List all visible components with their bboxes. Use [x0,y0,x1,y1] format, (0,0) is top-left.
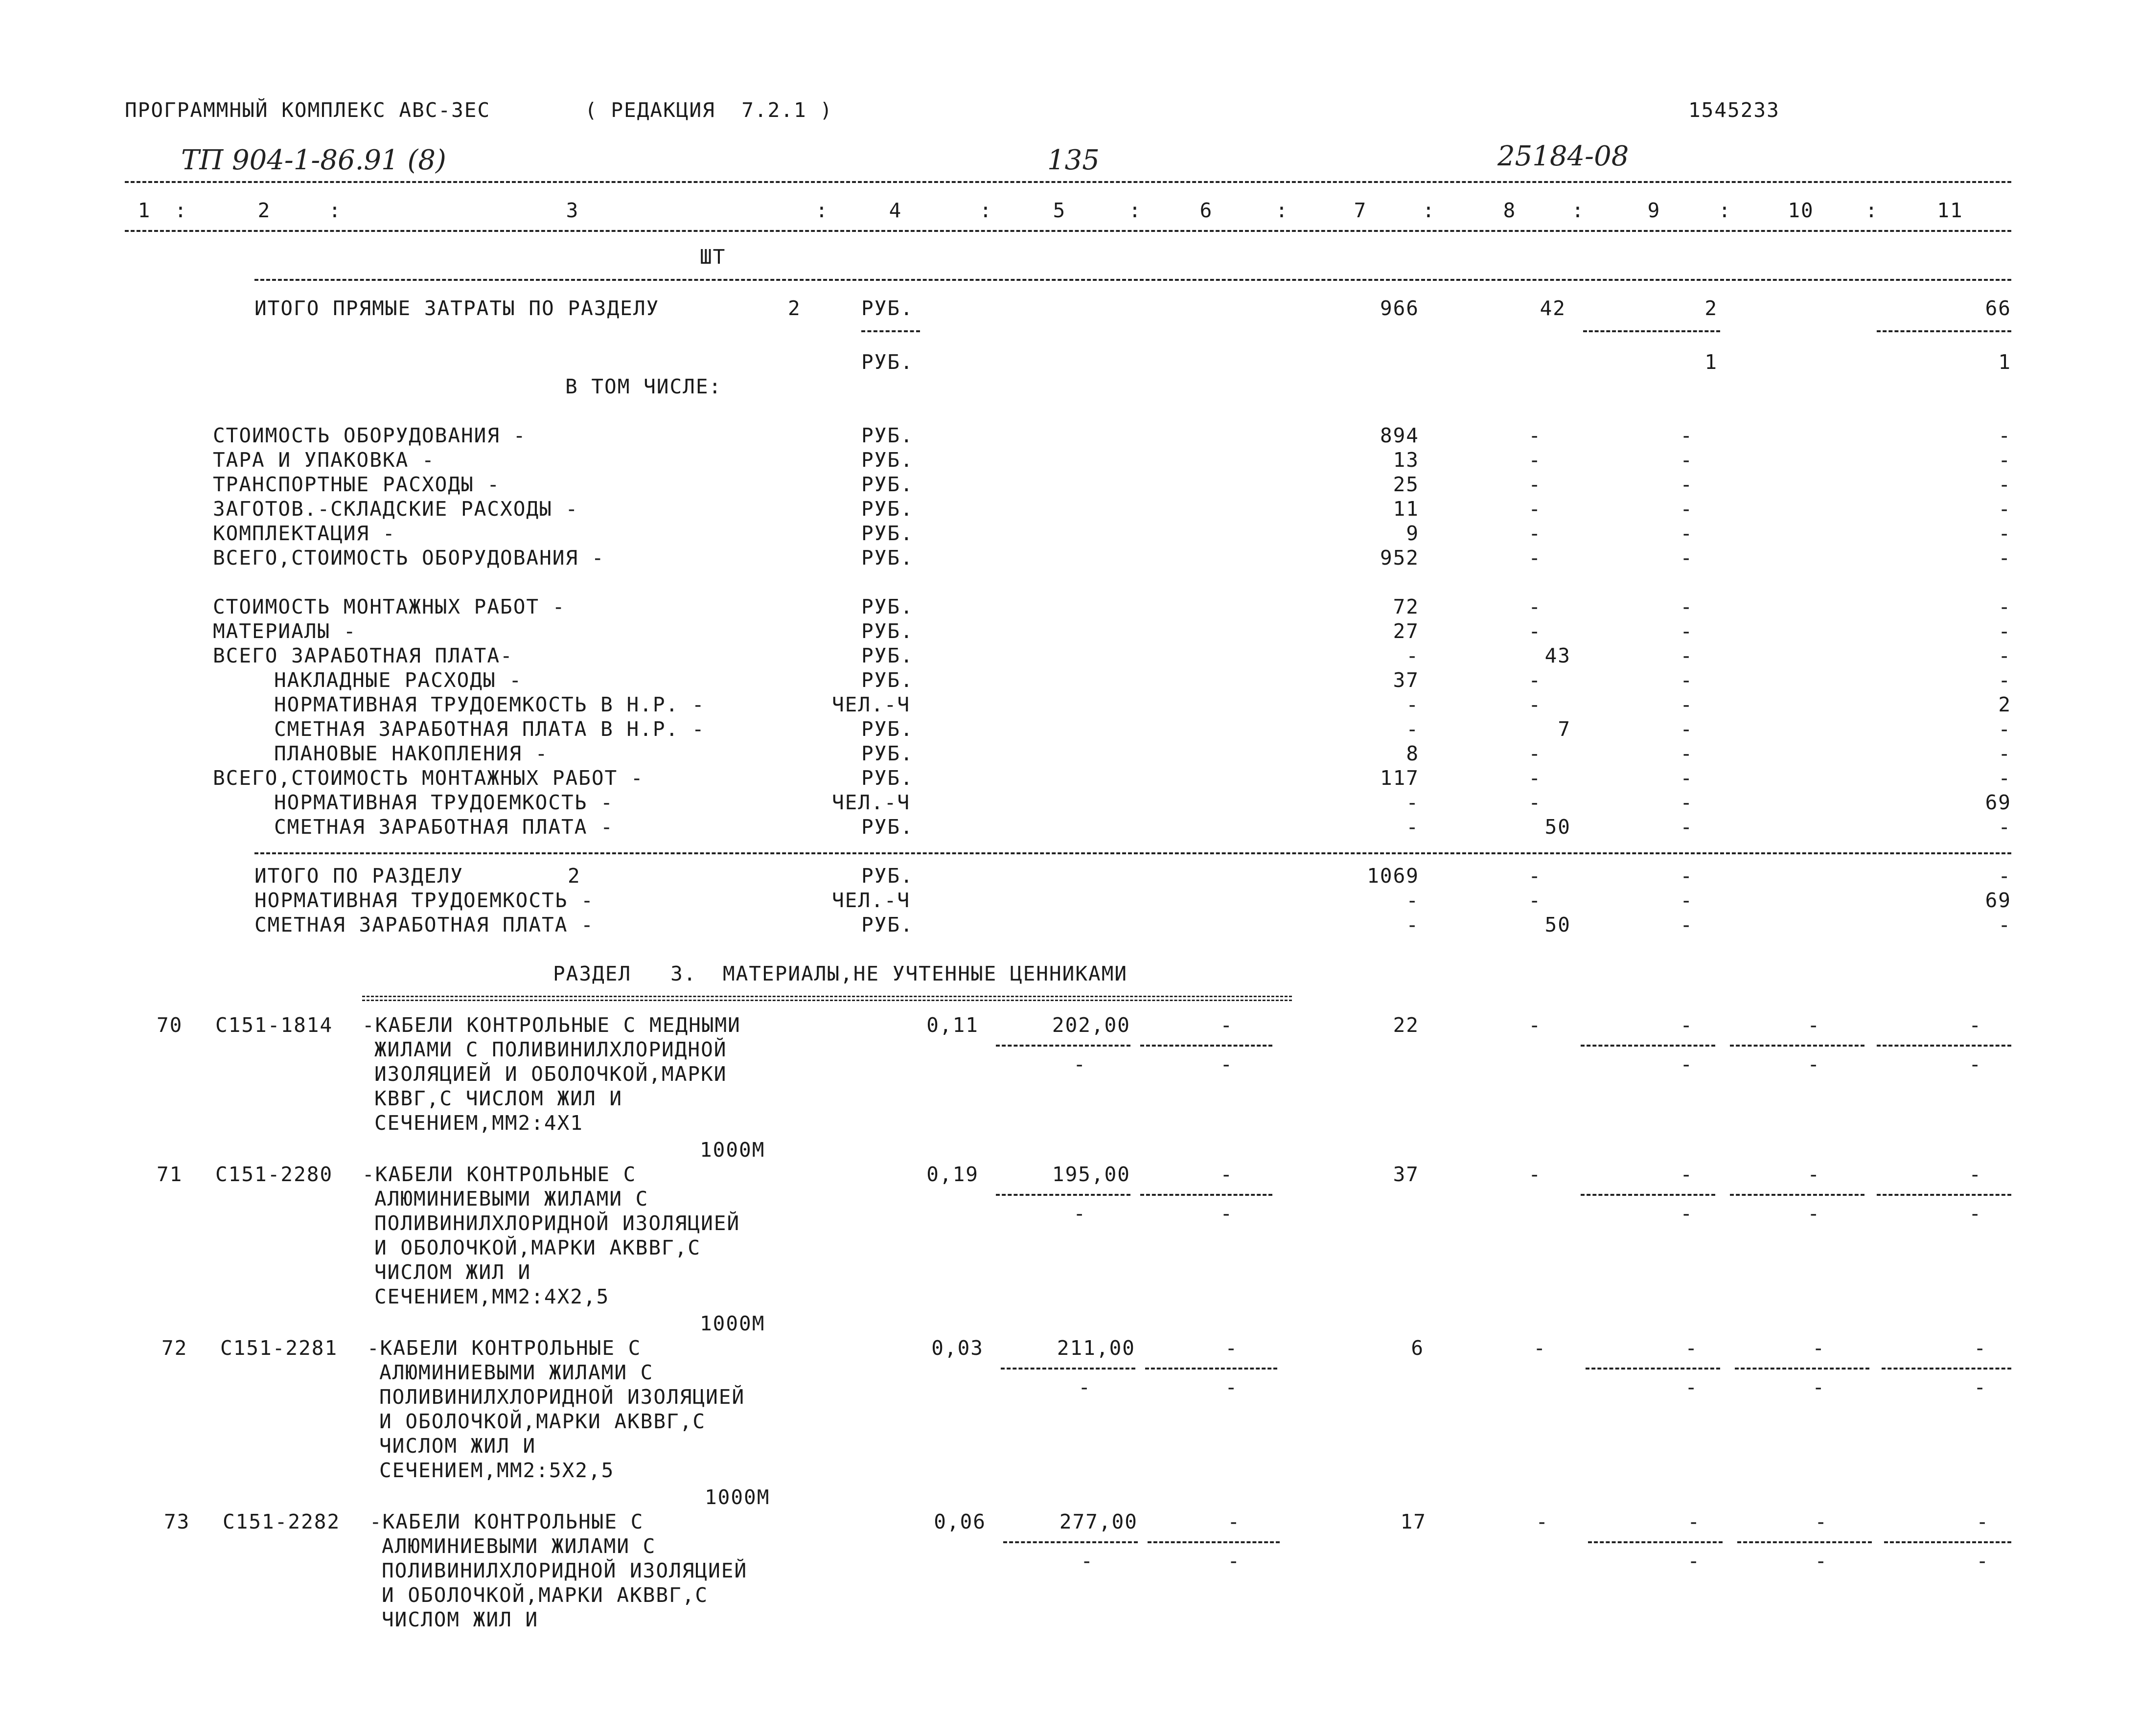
breakdown-c9: - [1680,619,1693,643]
breakdown-c7: 11 [1393,497,1419,521]
item-c6-second: - [1220,1052,1233,1076]
breakdown-unit: РУБ. [861,424,914,447]
column-number: 10 [1788,199,1814,222]
column-separator: : [1865,199,1879,222]
breakdown-c7: 894 [1380,424,1419,447]
item-quantity: 0,03 [931,1336,984,1360]
item-description-line: ЧИСЛОМ ЖИЛ И [382,1608,539,1631]
breakdown-c8: - [1528,546,1542,570]
section2-unit: РУБ. [861,297,914,320]
breakdown-c11: - [1998,742,2011,765]
breakdown-unit: ЧЕЛ.-Ч [832,791,911,814]
breakdown-label: ВСЕГО ЗАРАБОТНАЯ ПЛАТА- [213,644,513,667]
breakdown-c11: 69 [1985,791,2011,814]
breakdown-unit: РУБ. [861,644,914,667]
c9-underline [1581,1194,1715,1196]
breakdown-label: ТРАНСПОРТНЫЕ РАСХОДЫ - [213,473,501,496]
breakdown-rule [254,852,2011,854]
item-c11-second: - [1969,1052,1982,1076]
item-c9: - [1680,1013,1693,1037]
breakdown-unit: РУБ. [861,546,914,570]
breakdown-c8: - [1528,497,1542,521]
item-description-line: СЕЧЕНИЕМ,ММ2:4Х2,5 [374,1285,610,1308]
item-c7: 22 [1393,1013,1419,1037]
breakdown-label: ВСЕГО,СТОИМОСТЬ МОНТАЖНЫХ РАБОТ - [213,766,644,790]
item-unit: 1000М [700,1312,765,1335]
item-description-line: И ОБОЛОЧКОЙ,МАРКИ АКВВГ,С [379,1410,706,1433]
column-number: 2 [257,199,271,222]
c9-underline [1586,1368,1720,1370]
item-c6: - [1220,1163,1233,1186]
item-c11: - [1974,1336,1987,1360]
unit-underline [861,330,920,332]
c10-underline [1735,1368,1869,1370]
breakdown-c7: 27 [1393,619,1419,643]
breakdown-c11: - [1998,668,2011,692]
section3-title: РАЗДЕЛ 3. МАТЕРИАЛЫ,НЕ УЧТЕННЫЕ ЦЕННИКАМИ [553,962,1128,985]
column-separator: : [1422,199,1436,222]
item-description-line: ПОЛИВИНИЛХЛОРИДНОЙ ИЗОЛЯЦИЕЙ [382,1559,748,1582]
section-total-c9: - [1680,864,1693,888]
c11-underline [1877,330,2011,332]
item-c10: - [1815,1510,1828,1533]
item-c9: - [1687,1510,1701,1533]
breakdown-label: ЗАГОТОВ.-СКЛАДСКИЕ РАСХОДЫ - [213,497,579,521]
section2-c8: 42 [1540,297,1566,320]
c10-underline [1730,1194,1864,1196]
item-c10: - [1807,1163,1820,1186]
column-separator: : [1275,199,1289,222]
column-number: 7 [1354,199,1367,222]
item-c9-second: - [1687,1549,1701,1573]
breakdown-c9: - [1680,473,1693,496]
item-c10-second: - [1807,1202,1820,1225]
item-c8: - [1528,1163,1542,1186]
item-c7: 37 [1393,1163,1419,1186]
item-number: 73 [164,1510,190,1533]
unit-sht: ШТ [700,245,726,269]
item-c10-second: - [1812,1375,1825,1399]
breakdown-label: МАТЕРИАЛЫ - [213,619,357,643]
breakdown-c8: - [1528,448,1542,472]
section-total-c11: - [1998,864,2011,888]
item-c8: - [1533,1336,1546,1360]
breakdown-c7: - [1406,693,1419,716]
breakdown-c8: - [1528,424,1542,447]
item-c9: - [1680,1163,1693,1186]
item-c11-second: - [1976,1549,1989,1573]
item-price-second: - [1078,1375,1091,1399]
section2-c11: 66 [1985,297,2011,320]
item-c7: 6 [1411,1336,1424,1360]
column-number: 4 [889,199,902,222]
breakdown-c9: - [1680,546,1693,570]
item-c10-second: - [1807,1052,1820,1076]
column-number: 9 [1647,199,1661,222]
item-description-line: ЧИСЛОМ ЖИЛ И [374,1260,531,1284]
breakdown-c7: - [1406,644,1419,667]
breakdown-c8: - [1528,668,1542,692]
item-c6-second: - [1227,1549,1241,1573]
item-c11: - [1969,1163,1982,1186]
section-total-c7: - [1406,889,1419,912]
item-price: 195,00 [1052,1163,1130,1186]
breakdown-c7: 37 [1393,668,1419,692]
breakdown-unit: РУБ. [861,766,914,790]
c6-underline [1140,1045,1272,1047]
breakdown-label: КОМПЛЕКТАЦИЯ - [213,522,396,545]
breakdown-c11: - [1998,424,2011,447]
column-separator: : [1718,199,1732,222]
c6-underline [1145,1368,1277,1370]
breakdown-c7: 117 [1380,766,1419,790]
breakdown-c11: - [1998,595,2011,618]
item-c6: - [1227,1510,1241,1533]
c10-underline [1737,1541,1872,1543]
item-description-line: АЛЮМИНИЕВЫМИ ЖИЛАМИ С [382,1534,656,1558]
item-c10-second: - [1815,1549,1828,1573]
breakdown-label: СТОИМОСТЬ МОНТАЖНЫХ РАБОТ - [213,595,566,618]
price-underline [996,1194,1130,1196]
section-total-c8: - [1528,889,1542,912]
breakdown-c7: 25 [1393,473,1419,496]
column-separator: : [1571,199,1585,222]
breakdown-c9: - [1680,522,1693,545]
item-c8: - [1528,1013,1542,1037]
handwritten-code: 25184-08 [1497,140,1629,172]
section2-unit2: РУБ. [861,350,914,374]
price-underline [1003,1541,1138,1543]
breakdown-c9: - [1680,815,1693,839]
section-total-c8: - [1528,864,1542,888]
breakdown-c8: - [1528,766,1542,790]
breakdown-c11: - [1998,717,2011,741]
section-total-c7: - [1406,913,1419,937]
c6-underline [1148,1541,1280,1543]
breakdown-c8: 50 [1544,815,1571,839]
item-c8: - [1536,1510,1549,1533]
section-total-c9: - [1680,913,1693,937]
breakdown-unit: РУБ. [861,742,914,765]
column-number: 8 [1503,199,1517,222]
top-rule [125,181,2011,183]
item-price: 277,00 [1059,1510,1138,1533]
breakdown-c11: - [1998,522,2011,545]
item-price-second: - [1081,1549,1094,1573]
column-number: 6 [1199,199,1213,222]
c9-underline [1588,1541,1723,1543]
section-total-unit: РУБ. [861,864,914,888]
section2-number: 2 [788,297,801,320]
handwritten-project-code: ТП 904-1-86.91 (8) [181,144,446,176]
price-underline [996,1045,1130,1047]
breakdown-c9: - [1680,497,1693,521]
item-c10: - [1812,1336,1825,1360]
item-number: 70 [157,1013,183,1037]
breakdown-c8: - [1528,742,1542,765]
item-c6: - [1225,1336,1238,1360]
breakdown-c9: - [1680,693,1693,716]
program-title: ПРОГРАММНЫЙ КОМПЛЕКС АВС-3ЕС [125,98,491,122]
item-price: 202,00 [1052,1013,1130,1037]
breakdown-c7: 952 [1380,546,1419,570]
breakdown-c11: - [1998,448,2011,472]
item-c11: - [1976,1510,1989,1533]
document-number: 1545233 [1688,98,1780,122]
breakdown-c7: 8 [1406,742,1419,765]
breakdown-c8: 43 [1544,644,1571,667]
column-separator: : [979,199,993,222]
breakdown-label: ТАРА И УПАКОВКА - [213,448,435,472]
column-number: 5 [1053,199,1066,222]
item-c9-second: - [1680,1052,1693,1076]
item-description-line: ПОЛИВИНИЛХЛОРИДНОЙ ИЗОЛЯЦИЕЙ [374,1211,740,1235]
section2-c11b: 1 [1998,350,2011,374]
column-number: 11 [1937,199,1963,222]
section2-c7: 966 [1380,297,1419,320]
column-separator: : [1128,199,1142,222]
c9-underline [1581,1045,1715,1047]
item-description-line: -КАБЕЛИ КОНТРОЛЬНЫЕ С [369,1510,644,1533]
breakdown-unit: РУБ. [861,448,914,472]
item-code: С151-2281 [220,1336,338,1360]
breakdown-unit: РУБ. [861,619,914,643]
section3-underline [362,996,1292,1001]
breakdown-c9: - [1680,668,1693,692]
section2-c9: 2 [1704,297,1718,320]
section-total-unit: ЧЕЛ.-Ч [832,889,911,912]
breakdown-unit: ЧЕЛ.-Ч [832,693,911,716]
breakdown-c11: - [1998,815,2011,839]
section2-total-label: ИТОГО ПРЯМЫЕ ЗАТРАТЫ ПО РАЗДЕЛУ [254,297,660,320]
program-edition: ( РЕДАКЦИЯ 7.2.1 ) [585,98,833,122]
item-description-line: АЛЮМИНИЕВЫМИ ЖИЛАМИ С [379,1361,654,1384]
breakdown-unit: РУБ. [861,668,914,692]
breakdown-c9: - [1680,742,1693,765]
item-description-line: И ОБОЛОЧКОЙ,МАРКИ АКВВГ,С [382,1583,709,1607]
breakdown-c7: 13 [1393,448,1419,472]
header-rule [125,230,2011,232]
item-unit: 1000М [700,1138,765,1162]
item-number: 71 [157,1163,183,1186]
item-c6-second: - [1225,1375,1238,1399]
breakdown-unit: РУБ. [861,815,914,839]
breakdown-c7: - [1406,815,1419,839]
section-total-unit: РУБ. [861,913,914,937]
section-total-c8: 50 [1544,913,1571,937]
breakdown-c9: - [1680,595,1693,618]
item-c9-second: - [1685,1375,1698,1399]
breakdown-label: СТОИМОСТЬ ОБОРУДОВАНИЯ - [213,424,527,447]
item-description-line: АЛЮМИНИЕВЫМИ ЖИЛАМИ С [374,1187,649,1211]
column-separator: : [815,199,829,222]
item-c6-second: - [1220,1202,1233,1225]
item-c11-second: - [1969,1202,1982,1225]
item-description-line: И ОБОЛОЧКОЙ,МАРКИ АКВВГ,С [374,1236,701,1259]
breakdown-c9: - [1680,791,1693,814]
breakdown-label: НАКЛАДНЫЕ РАСХОДЫ - [274,668,522,692]
breakdown-c8: - [1528,595,1542,618]
breakdown-c8: - [1528,522,1542,545]
section-total-c9: - [1680,889,1693,912]
item-description-line: ЖИЛАМИ С ПОЛИВИНИЛХЛОРИДНОЙ [374,1038,727,1061]
column-separator: : [328,199,342,222]
breakdown-c7: 9 [1406,522,1419,545]
breakdown-c11: - [1998,497,2011,521]
item-description-line: -КАБЕЛИ КОНТРОЛЬНЫЕ С МЕДНЫМИ [362,1013,741,1037]
breakdown-unit: РУБ. [861,497,914,521]
sht-rule [254,279,2011,281]
section2-c9b: 1 [1704,350,1718,374]
item-c6: - [1220,1013,1233,1037]
section-total-c7: 1069 [1367,864,1419,888]
column-number: 1 [138,199,151,222]
breakdown-c8: - [1528,619,1542,643]
item-c7: 17 [1400,1510,1427,1533]
breakdown-c9: - [1680,644,1693,667]
c11-underline [1884,1541,2011,1543]
section-total-label: НОРМАТИВНАЯ ТРУДОЕМКОСТЬ - [254,889,594,912]
item-c11-second: - [1974,1375,1987,1399]
item-c11: - [1969,1013,1982,1037]
item-description-line: -КАБЕЛИ КОНТРОЛЬНЫЕ С [362,1163,637,1186]
including-label: В ТОМ ЧИСЛЕ: [565,375,722,398]
item-price-second: - [1073,1052,1086,1076]
c10-underline [1730,1045,1864,1047]
item-number: 72 [161,1336,188,1360]
section-total-label: ИТОГО ПО РАЗДЕЛУ [254,864,463,888]
handwritten-page-number: 135 [1047,144,1100,176]
item-price-second: - [1073,1202,1086,1225]
item-price: 211,00 [1057,1336,1135,1360]
breakdown-c11: - [1998,473,2011,496]
breakdown-c8: - [1528,473,1542,496]
item-code: С151-2282 [223,1510,341,1533]
section-total-c11: - [1998,913,2011,937]
section-total-label: СМЕТНАЯ ЗАРАБОТНАЯ ПЛАТА - [254,913,594,937]
breakdown-unit: РУБ. [861,473,914,496]
item-description-line: КВВГ,С ЧИСЛОМ ЖИЛ И [374,1087,622,1110]
breakdown-c11: - [1998,644,2011,667]
breakdown-c7: 72 [1393,595,1419,618]
item-quantity: 0,19 [926,1163,979,1186]
breakdown-unit: РУБ. [861,522,914,545]
breakdown-c9: - [1680,424,1693,447]
breakdown-label: НОРМАТИВНАЯ ТРУДОЕМКОСТЬ В Н.Р. - [274,693,705,716]
price-underline [1001,1368,1135,1370]
breakdown-c7: - [1406,717,1419,741]
breakdown-c11: - [1998,766,2011,790]
c11-underline [1877,1194,2011,1196]
breakdown-c11: 2 [1998,693,2011,716]
item-code: С151-2280 [215,1163,333,1186]
breakdown-label: СМЕТНАЯ ЗАРАБОТНАЯ ПЛАТА - [274,815,614,839]
breakdown-c11: - [1998,619,2011,643]
item-quantity: 0,11 [926,1013,979,1037]
item-unit: 1000М [705,1485,770,1509]
c9-underline [1583,330,1720,332]
c11-underline [1882,1368,2011,1370]
breakdown-c8: 7 [1558,717,1571,741]
item-description-line: -КАБЕЛИ КОНТРОЛЬНЫЕ С [367,1336,642,1360]
item-c10: - [1807,1013,1820,1037]
breakdown-unit: РУБ. [861,717,914,741]
breakdown-label: СМЕТНАЯ ЗАРАБОТНАЯ ПЛАТА В Н.Р. - [274,717,705,741]
item-description-line: ИЗОЛЯЦИЕЙ И ОБОЛОЧКОЙ,МАРКИ [374,1062,727,1086]
breakdown-c8: - [1528,791,1542,814]
c6-underline [1140,1194,1272,1196]
c11-underline [1877,1045,2011,1047]
item-description-line: ПОЛИВИНИЛХЛОРИДНОЙ ИЗОЛЯЦИЕЙ [379,1385,745,1409]
breakdown-c9: - [1680,766,1693,790]
column-separator: : [174,199,188,222]
breakdown-c8: - [1528,693,1542,716]
breakdown-c7: - [1406,791,1419,814]
item-description-line: СЕЧЕНИЕМ,ММ2:4Х1 [374,1111,583,1135]
item-code: С151-1814 [215,1013,333,1037]
breakdown-label: НОРМАТИВНАЯ ТРУДОЕМКОСТЬ - [274,791,614,814]
breakdown-label: ВСЕГО,СТОИМОСТЬ ОБОРУДОВАНИЯ - [213,546,605,570]
breakdown-label: ПЛАНОВЫЕ НАКОПЛЕНИЯ - [274,742,549,765]
column-number: 3 [566,199,579,222]
breakdown-c11: - [1998,546,2011,570]
item-description-line: ЧИСЛОМ ЖИЛ И [379,1434,536,1458]
item-c9-second: - [1680,1202,1693,1225]
breakdown-c9: - [1680,717,1693,741]
section-total-c11: 69 [1985,889,2011,912]
breakdown-c9: - [1680,448,1693,472]
breakdown-unit: РУБ. [861,595,914,618]
item-c9: - [1685,1336,1698,1360]
item-description-line: СЕЧЕНИЕМ,ММ2:5Х2,5 [379,1459,615,1482]
item-quantity: 0,06 [934,1510,986,1533]
section-total-number: 2 [568,864,581,888]
